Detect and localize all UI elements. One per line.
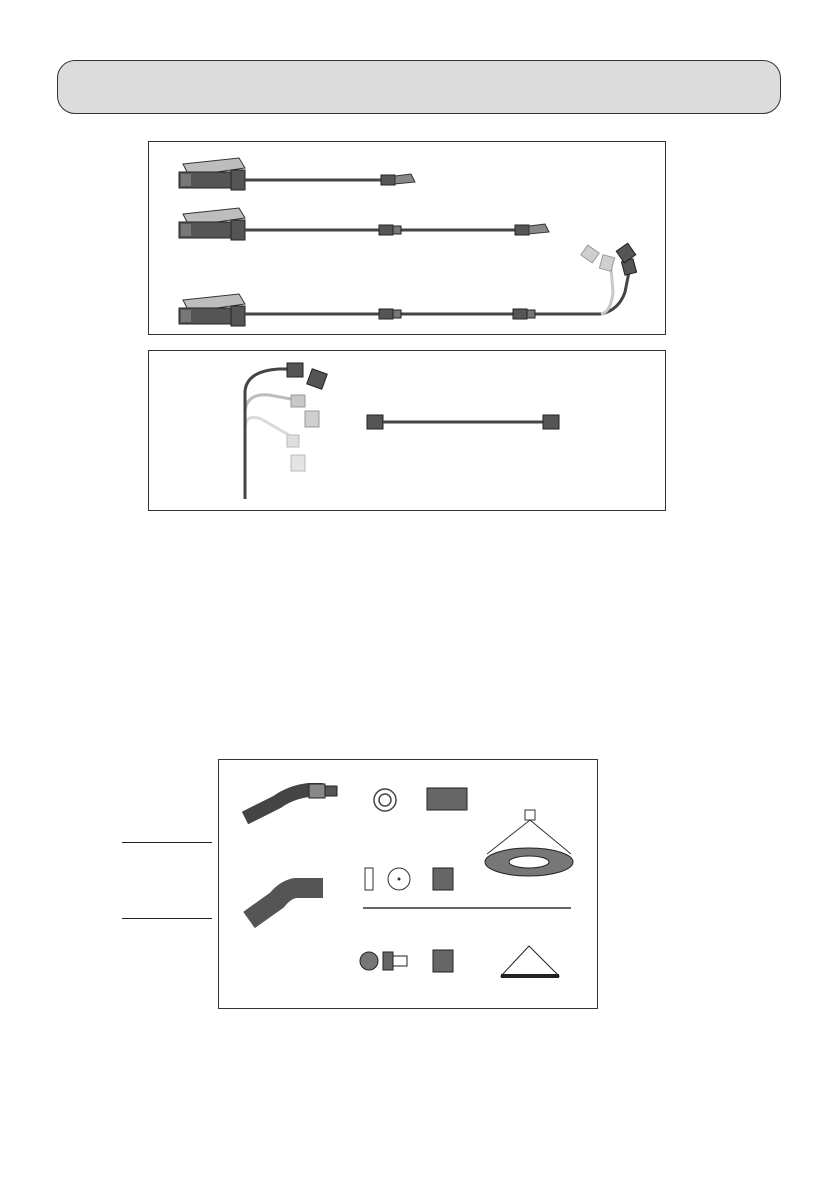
section-header-bar — [57, 60, 781, 114]
spray-lances-figure — [148, 141, 666, 335]
nozzle-set-icon — [219, 760, 599, 1010]
spray-lance-icon — [149, 142, 667, 336]
lance-extension-icon — [149, 351, 667, 512]
leader-line-bottom — [122, 918, 212, 919]
lance-extension-figure — [148, 350, 666, 511]
nozzle-parts-figure — [218, 759, 598, 1009]
leader-line-top — [122, 842, 212, 843]
